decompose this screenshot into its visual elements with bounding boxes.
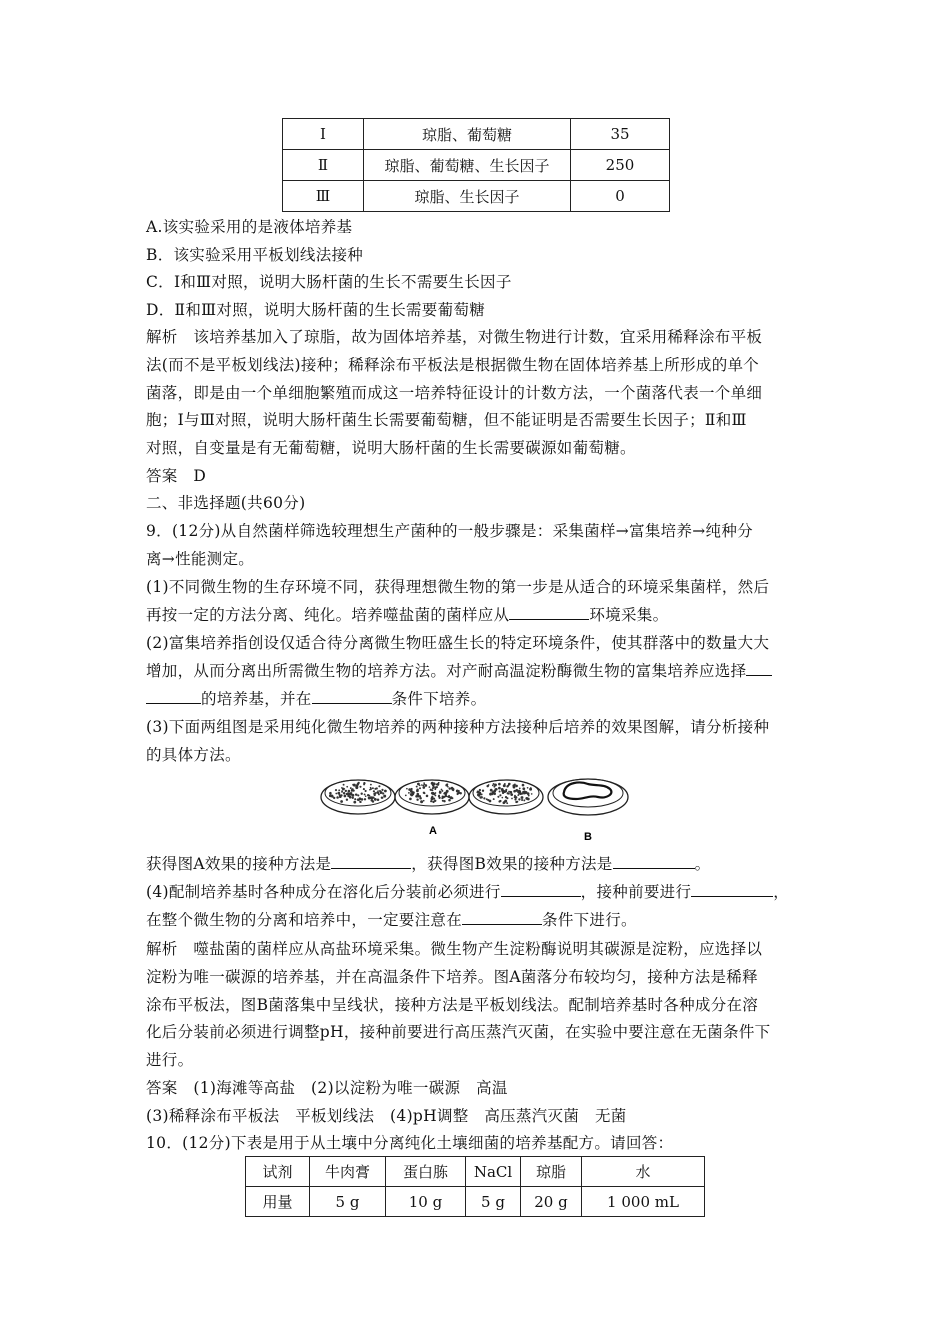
colony-dot: [372, 787, 374, 789]
option-a: A.该实验采用的是液体培养基: [146, 218, 353, 236]
colony-dot: [443, 796, 445, 798]
table-cell: Ⅰ: [283, 119, 364, 150]
answer-blank: [462, 910, 542, 925]
colony-dot: [355, 794, 357, 796]
colony-dot: [419, 797, 422, 800]
colony-dot: [424, 784, 427, 787]
text: ，接种前要进行: [580, 883, 692, 901]
text: (4)配制培养基时各种成分在溶化后分装前必须进行: [146, 883, 501, 901]
colony-dot: [419, 785, 421, 787]
colony-dot: [521, 799, 523, 801]
colony-dot: [422, 785, 424, 787]
colony-dot: [438, 795, 440, 797]
colony-dot: [358, 782, 360, 784]
table-cell: 牛肉膏: [310, 1157, 386, 1187]
colony-dot: [432, 792, 434, 794]
colony-dot: [380, 792, 382, 794]
colony-dot: [514, 798, 516, 800]
analysis-line: 胞；Ⅰ与Ⅲ对照，说明大肠杆菌生长需要葡萄糖，但不能证明是否需要生长因子；Ⅱ和Ⅲ: [146, 411, 747, 429]
colony-dot: [405, 795, 407, 797]
colony-dot: [493, 798, 495, 800]
colony-dot: [434, 795, 436, 797]
colony-dot: [505, 796, 507, 798]
text: 再按一定的方法分离、纯化。培养噬盐菌的菌样应从: [146, 606, 510, 624]
colony-dot: [429, 786, 431, 788]
colony-dot: [477, 791, 479, 793]
colony-dot: [519, 787, 521, 789]
analysis-line: 涂布平板法，图B菌落集中呈线状，接种方法是平板划线法。配制培养基时各种成分在溶: [146, 996, 759, 1014]
answer-blank: [613, 854, 695, 869]
colony-dot: [349, 793, 352, 796]
colony-dot: [452, 788, 455, 791]
colony-dot: [448, 795, 450, 797]
colony-dot: [335, 789, 337, 791]
q9-part2-line2: [146, 659, 772, 681]
figure-label-a: A: [429, 825, 437, 837]
colony-dot: [351, 790, 353, 792]
colony-dot: [346, 799, 348, 801]
q9-part4-line2: [146, 908, 637, 930]
table-cell: 10 g: [386, 1187, 466, 1217]
colony-dot: [359, 786, 361, 788]
colony-dot: [444, 792, 447, 795]
answer-1: 答案 D: [146, 467, 207, 485]
culture-table: [282, 118, 670, 212]
colony-dot: [343, 784, 345, 786]
answer-blank: [509, 605, 589, 620]
colony-dot: [346, 793, 348, 795]
colony-dot: [377, 790, 379, 792]
colony-dot: [336, 796, 339, 799]
colony-dot: [506, 785, 508, 787]
colony-dot: [506, 802, 508, 804]
colony-dot: [432, 796, 434, 798]
colony-dot: [415, 795, 418, 798]
q10-stem: 10．(12分)下表是用于从土壤中分离纯化土壤细菌的培养基配方。请回答：: [146, 1134, 674, 1152]
colony-dot: [411, 788, 413, 790]
text: 环境采集。: [589, 606, 669, 624]
colony-dot: [369, 795, 371, 797]
colony-dot: [448, 787, 450, 789]
colony-dot: [522, 793, 524, 795]
table-cell: 20 g: [521, 1187, 582, 1217]
table-cell: NaCl: [466, 1157, 521, 1187]
colony-dot: [433, 782, 436, 785]
colony-dot: [360, 801, 362, 803]
colony-dot: [521, 796, 524, 799]
text: ，获得图B效果的接种方法是: [411, 855, 613, 873]
colony-dot: [364, 798, 366, 800]
colony-dot: [430, 800, 432, 802]
colony-dot: [419, 787, 421, 789]
colony-dot: [340, 800, 343, 803]
colony-dot: [482, 790, 484, 792]
colony-dot: [372, 797, 374, 799]
answer-blank: [146, 689, 201, 704]
colony-dot: [408, 788, 411, 791]
colony-dot: [522, 784, 525, 787]
colony-dot: [335, 793, 337, 795]
colony-dot: [423, 800, 425, 802]
table-cell: Ⅱ: [283, 150, 364, 181]
colony-dot: [504, 783, 506, 785]
analysis-line: 解析 该培养基加入了琼脂，故为固体培养基，对微生物进行计数，宜采用稀释涂布平板: [146, 328, 763, 346]
text: 的培养基，并在: [201, 690, 312, 708]
option-d: D．Ⅱ和Ⅲ对照，说明大肠杆菌的生长需要葡萄糖: [146, 301, 486, 319]
colony-dot: [363, 788, 365, 790]
table-cell: 琼脂、生长因子: [364, 181, 571, 212]
colony-dot: [442, 800, 444, 802]
colony-dot: [383, 795, 386, 798]
colony-dot: [502, 797, 504, 799]
colony-dot: [357, 794, 359, 796]
colony-dot: [498, 787, 501, 790]
colony-dot: [339, 795, 342, 798]
table-cell: Ⅲ: [283, 181, 364, 212]
table-row: [283, 119, 670, 150]
petri-dish-figure: [318, 772, 638, 847]
colony-dot: [491, 790, 493, 792]
colony-dot: [348, 790, 351, 793]
colony-dot: [497, 796, 499, 798]
colony-dot: [517, 794, 519, 796]
colony-dot: [426, 795, 429, 798]
colony-dot: [368, 797, 371, 800]
colony-dot: [446, 795, 448, 797]
colony-dot: [361, 793, 363, 795]
colony-dot: [379, 790, 381, 792]
colony-dot: [493, 786, 495, 788]
colony-dot: [360, 799, 362, 801]
colony-dot: [530, 787, 532, 789]
answer-2: 答案 (1)海滩等高盐 (2)以淀粉为唯一碳源 高温: [146, 1079, 508, 1097]
colony-dot: [382, 797, 384, 799]
q9-part2: (2)富集培养指创设仅适合待分离微生物旺盛生长的特定环境条件，使其群落中的数量大大: [146, 634, 770, 652]
q9-part4: [146, 880, 789, 902]
colony-dot: [457, 793, 459, 795]
colony-dot: [487, 799, 489, 801]
colony-dot: [349, 796, 352, 799]
q9-stem: 9．(12分)从自然菌样筛选较理想生产菌种的一般步骤是：采集菌样→富集培养→纯种分: [146, 522, 753, 540]
colony-dot: [492, 791, 495, 794]
colony-dot: [434, 800, 436, 802]
colony-dot: [522, 787, 525, 790]
analysis-line: 解析 噬盐菌的菌样应从高盐环境采集。微生物产生淀粉酶说明其碳源是淀粉，应选择以: [146, 940, 763, 958]
q9-part3-line2: 的具体方法。: [146, 746, 241, 764]
colony-dot: [329, 792, 332, 795]
colony-dot: [531, 793, 533, 795]
table-cell: 用量: [246, 1187, 310, 1217]
q9-part2-line3: [146, 687, 486, 709]
q9-part3: (3)下面两组图是采用纯化微生物培养的两种接种方法接种后培养的效果图解，请分析接种: [146, 718, 770, 736]
table-cell: 1 000 mL: [582, 1187, 705, 1217]
colony-dot: [514, 795, 516, 797]
q9-part1-line2: [146, 603, 668, 625]
dish-a3: [469, 780, 543, 814]
colony-dot: [408, 792, 410, 794]
analysis-line: 淀粉为唯一碳源的培养基，并在高温条件下培养。图A菌落分布较均匀，接种方法是稀释: [146, 968, 758, 986]
answer-blank: [331, 854, 411, 869]
colony-dot: [518, 798, 520, 800]
colony-dot: [512, 784, 515, 787]
colony-dot: [495, 788, 498, 791]
colony-dot: [423, 782, 425, 784]
colony-dot: [451, 797, 453, 799]
colony-dot: [343, 792, 345, 794]
streak-line: [564, 783, 612, 799]
colony-dot: [445, 784, 448, 787]
text: 。: [694, 855, 711, 873]
analysis-line: 对照，自变量是有无葡萄糖，说明大肠杆菌的生长需要碳源如葡萄糖。: [146, 439, 636, 457]
colony-dot: [509, 783, 511, 785]
colony-dot: [439, 791, 442, 794]
analysis-line: 化后分装前必须进行调整pH，接种前要进行高压蒸汽灭菌，在实验中要注意在无菌条件下: [146, 1023, 771, 1041]
colony-dot: [523, 799, 525, 801]
colony-dot: [499, 800, 501, 802]
table-cell: 水: [582, 1157, 705, 1187]
colony-dot: [515, 801, 517, 803]
colony-dot: [341, 787, 343, 789]
colony-dot: [509, 791, 512, 794]
colony-dot: [527, 798, 530, 801]
text: 增加，从而分离出所需微生物的培养方法。对产耐高温淀粉酶微生物的富集培养应选择: [146, 662, 747, 680]
colony-dot: [409, 798, 412, 801]
colony-dot: [356, 784, 358, 786]
colony-dot: [421, 784, 423, 786]
colony-dot: [406, 788, 408, 790]
colony-dot: [511, 798, 513, 800]
colony-dot: [483, 797, 485, 799]
table-cell: 5 g: [466, 1187, 521, 1217]
colony-dot: [436, 783, 439, 786]
table-cell: 琼脂、葡萄糖: [364, 119, 571, 150]
colony-dot: [515, 789, 518, 792]
q9-part3-line3: [146, 852, 710, 874]
colony-dot: [508, 793, 510, 795]
colony-dot: [333, 797, 335, 799]
colony-dot: [364, 793, 366, 795]
table-row: [246, 1157, 705, 1187]
colony-dot: [424, 792, 426, 794]
colony-dot: [352, 788, 354, 790]
colony-dot: [441, 790, 443, 792]
colony-dot: [510, 793, 513, 796]
colony-dot: [353, 801, 356, 804]
colony-dot: [354, 798, 356, 800]
colony-dot: [479, 789, 481, 791]
colony-dot: [505, 789, 507, 791]
q9-part1: (1)不同微生物的生存环境不同，获得理想微生物的第一步是从适合的环境采集菌样，然后: [146, 578, 770, 596]
table-row: [283, 181, 670, 212]
colony-dot: [431, 789, 433, 791]
colony-dot: [432, 786, 434, 788]
table-row: [246, 1187, 705, 1217]
colony-dot: [503, 802, 506, 805]
table-cell: 试剂: [246, 1157, 310, 1187]
colony-dot: [376, 787, 378, 789]
colony-dot: [357, 799, 359, 801]
colony-dot: [478, 794, 481, 797]
colony-dot: [365, 795, 367, 797]
colony-dot: [412, 791, 415, 794]
option-b: B．该实验采用平板划线法接种: [146, 246, 364, 264]
table-cell: 5 g: [310, 1187, 386, 1217]
table-cell: 250: [571, 150, 670, 181]
colony-dot: [346, 786, 348, 788]
table-cell: 0: [571, 181, 670, 212]
colony-dot: [338, 789, 340, 791]
answer-blank: [312, 689, 392, 704]
medium-formula-table: [245, 1156, 705, 1217]
colony-dot: [352, 797, 354, 799]
colony-dot: [490, 793, 492, 795]
colony-dot: [381, 789, 383, 791]
colony-dot: [350, 787, 352, 789]
colony-dot: [377, 799, 380, 802]
colony-dot: [416, 799, 418, 801]
colony-dot: [499, 791, 501, 793]
answer-blank: [691, 882, 773, 897]
colony-dot: [410, 793, 413, 796]
colony-dot: [525, 791, 527, 793]
colony-dot: [486, 785, 488, 787]
colony-dot: [416, 786, 418, 788]
table-cell: 琼脂: [521, 1157, 582, 1187]
table-cell: 蛋白胨: [386, 1157, 466, 1187]
analysis-line: 法(而不是平板划线法)接种；稀释涂布平板法是根据微生物在固体培养基上所形成的单个: [146, 356, 760, 374]
colony-dot: [373, 790, 375, 792]
colony-dot: [345, 790, 347, 792]
figure-label-b: B: [584, 831, 592, 843]
colony-dot: [377, 792, 379, 794]
answer-2: (3)稀释涂布平板法 平板划线法 (4)pH调整 高压蒸汽灭菌 无菌: [146, 1107, 627, 1125]
colony-dot: [363, 783, 365, 785]
colony-dot: [527, 787, 529, 789]
colony-dot: [438, 797, 440, 799]
answer-blank: [746, 661, 772, 676]
colony-dot: [518, 790, 521, 793]
colony-dot: [502, 792, 504, 794]
colony-dot: [515, 785, 518, 788]
colony-dot: [372, 800, 374, 802]
analysis-line: 进行。: [146, 1051, 194, 1069]
colony-dot: [343, 788, 345, 790]
colony-dot: [527, 792, 530, 795]
table-cell: 琼脂、葡萄糖、生长因子: [364, 150, 571, 181]
colony-dot: [508, 791, 510, 793]
colony-dot: [458, 790, 460, 792]
colony-dot: [374, 798, 377, 801]
text: 在整个微生物的分离和培养中，一定要注意在: [146, 911, 463, 929]
colony-dot: [459, 792, 461, 794]
dish-a1: [321, 780, 395, 814]
colony-dot: [499, 794, 501, 796]
table-row: [283, 150, 670, 181]
section-heading: 二、非选择题(共60分): [146, 494, 306, 512]
colony-dot: [416, 790, 419, 793]
answer-blank: [501, 882, 581, 897]
colony-dot: [435, 792, 437, 794]
colony-dot: [422, 786, 425, 789]
analysis-line: 菌落，即是由一个单细胞繁殖而成这一培养特征设计的计数方法，一个菌落代表一个单细: [146, 384, 763, 402]
text: 条件下培养。: [391, 690, 487, 708]
colony-dot: [498, 783, 501, 786]
colony-dot: [370, 784, 372, 786]
colony-dot: [370, 788, 372, 790]
table-cell: 35: [571, 119, 670, 150]
colony-dot: [479, 796, 481, 798]
colony-dot: [374, 794, 376, 796]
dish-a2: [395, 780, 469, 814]
text: 获得图A效果的接种方法是: [146, 855, 332, 873]
colony-dot: [448, 799, 451, 802]
colony-dot: [420, 800, 423, 803]
colony-dot: [384, 790, 387, 793]
colony-dot: [353, 784, 356, 787]
colony-dot: [378, 785, 380, 787]
text: 条件下进行。: [542, 911, 637, 929]
option-c: C．Ⅰ和Ⅲ对照，说明大肠杆菌的生长不需要生长因子: [146, 273, 512, 291]
q9-stem: 离→性能测定。: [146, 550, 255, 568]
colony-dot: [344, 795, 347, 798]
colony-dot: [365, 790, 367, 792]
colony-dot: [341, 791, 343, 793]
text: ，: [773, 883, 790, 901]
colony-dot: [492, 785, 494, 787]
colony-dot: [434, 788, 436, 790]
dish-b: [548, 779, 628, 815]
